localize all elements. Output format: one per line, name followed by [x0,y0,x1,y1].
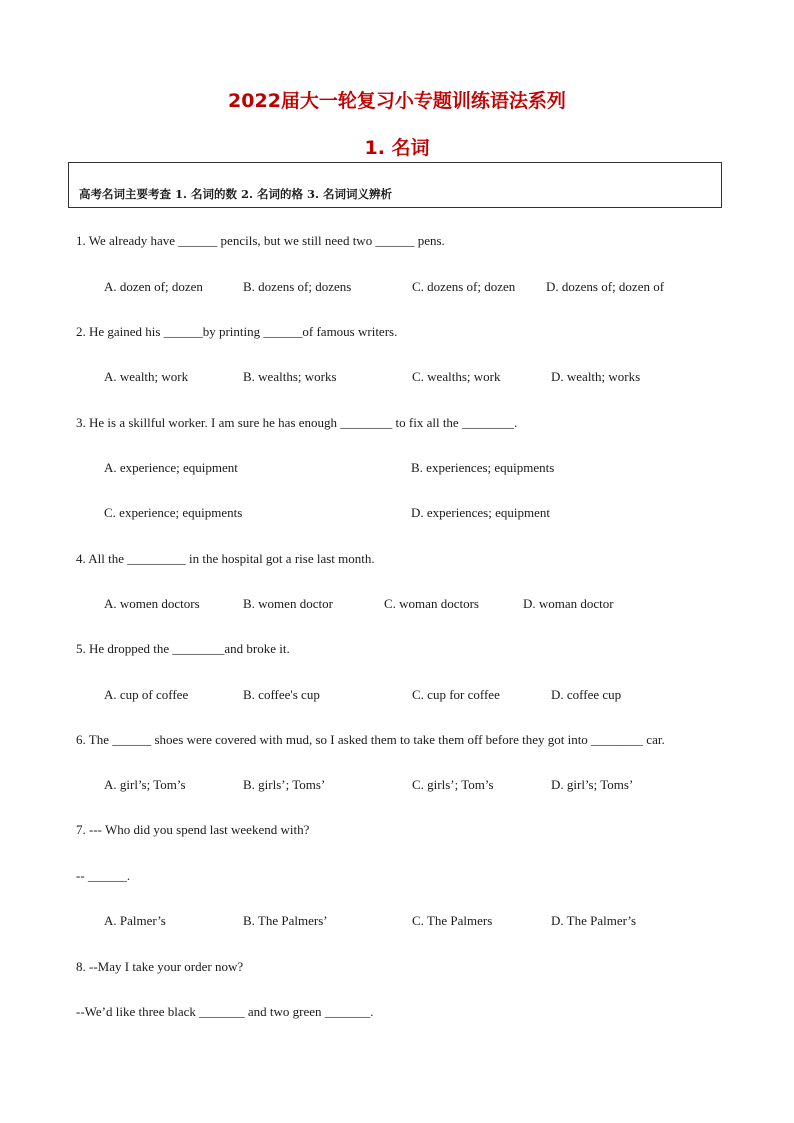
document-title: 2022届大一轮复习小专题训练语法系列 [228,90,566,112]
question-8-reply: --We’d like three black _______ and two green _______. [76,1004,374,1019]
q3-option-c: C. experience; equipments [104,505,243,520]
question-2: 2. He gained his ______by printing ______of famous writers. [76,324,398,339]
q7-option-b: B. The Palmers’ [243,913,328,928]
q7-option-c: C. The Palmers [412,913,493,928]
q3-option-b: B. experiences; equipments [411,460,555,475]
q7-option-a: A. Palmer’s [104,913,166,928]
q4-option-c: C. woman doctors [384,596,479,611]
question-6: 6. The ______ shoes were covered with mud, so I asked them to take them off before they got into ________ car. [76,732,665,747]
question-8: 8. --May I take your order now? [76,959,244,974]
q3-option-a: A. experience; equipment [104,460,238,475]
question-4: 4. All the _________ in the hospital got a rise last month. [76,551,375,566]
q2-option-d: D. wealth; works [551,369,641,384]
question-7: 7. --- Who did you spend last weekend with? [76,822,310,837]
question-1: 1. We already have ______ pencils, but we still need two ______ pens. [76,233,445,248]
q1-option-a: A. dozen of; dozen [104,279,203,294]
intro-box [68,162,722,208]
question-5: 5. He dropped the ________and broke it. [76,641,290,656]
q1-option-c: C. dozens of; dozen [412,279,516,294]
q6-option-d: D. girl’s; Toms’ [551,777,634,792]
q6-option-c: C. girls’; Tom’s [412,777,494,792]
q6-option-b: B. girls’; Toms’ [243,777,326,792]
q2-option-c: C. wealths; work [412,369,501,384]
intro-text: 高考名词主要考查 1. 名词的数 2. 名词的格 3. 名词词义辨析 [79,187,393,201]
section-title: 1. 名词 [364,137,430,159]
q1-option-d: D. dozens of; dozen of [546,279,665,294]
q4-option-a: A. women doctors [104,596,200,611]
q5-option-c: C. cup for coffee [412,687,500,702]
q1-option-b: B. dozens of; dozens [243,279,352,294]
q5-option-d: D. coffee cup [551,687,622,702]
q5-option-a: A. cup of coffee [104,687,189,702]
question-3: 3. He is a skillful worker. I am sure he has enough ________ to fix all the ________. [76,415,518,430]
question-7-reply: -- ______. [76,868,131,883]
q6-option-a: A. girl’s; Tom’s [104,777,186,792]
q2-option-b: B. wealths; works [243,369,337,384]
q4-option-d: D. woman doctor [523,596,614,611]
q3-option-d: D. experiences; equipment [411,505,550,520]
q7-option-d: D. The Palmer’s [551,913,637,928]
q5-option-b: B. coffee's cup [243,687,320,702]
q2-option-a: A. wealth; work [104,369,189,384]
q4-option-b: B. women doctor [243,596,333,611]
